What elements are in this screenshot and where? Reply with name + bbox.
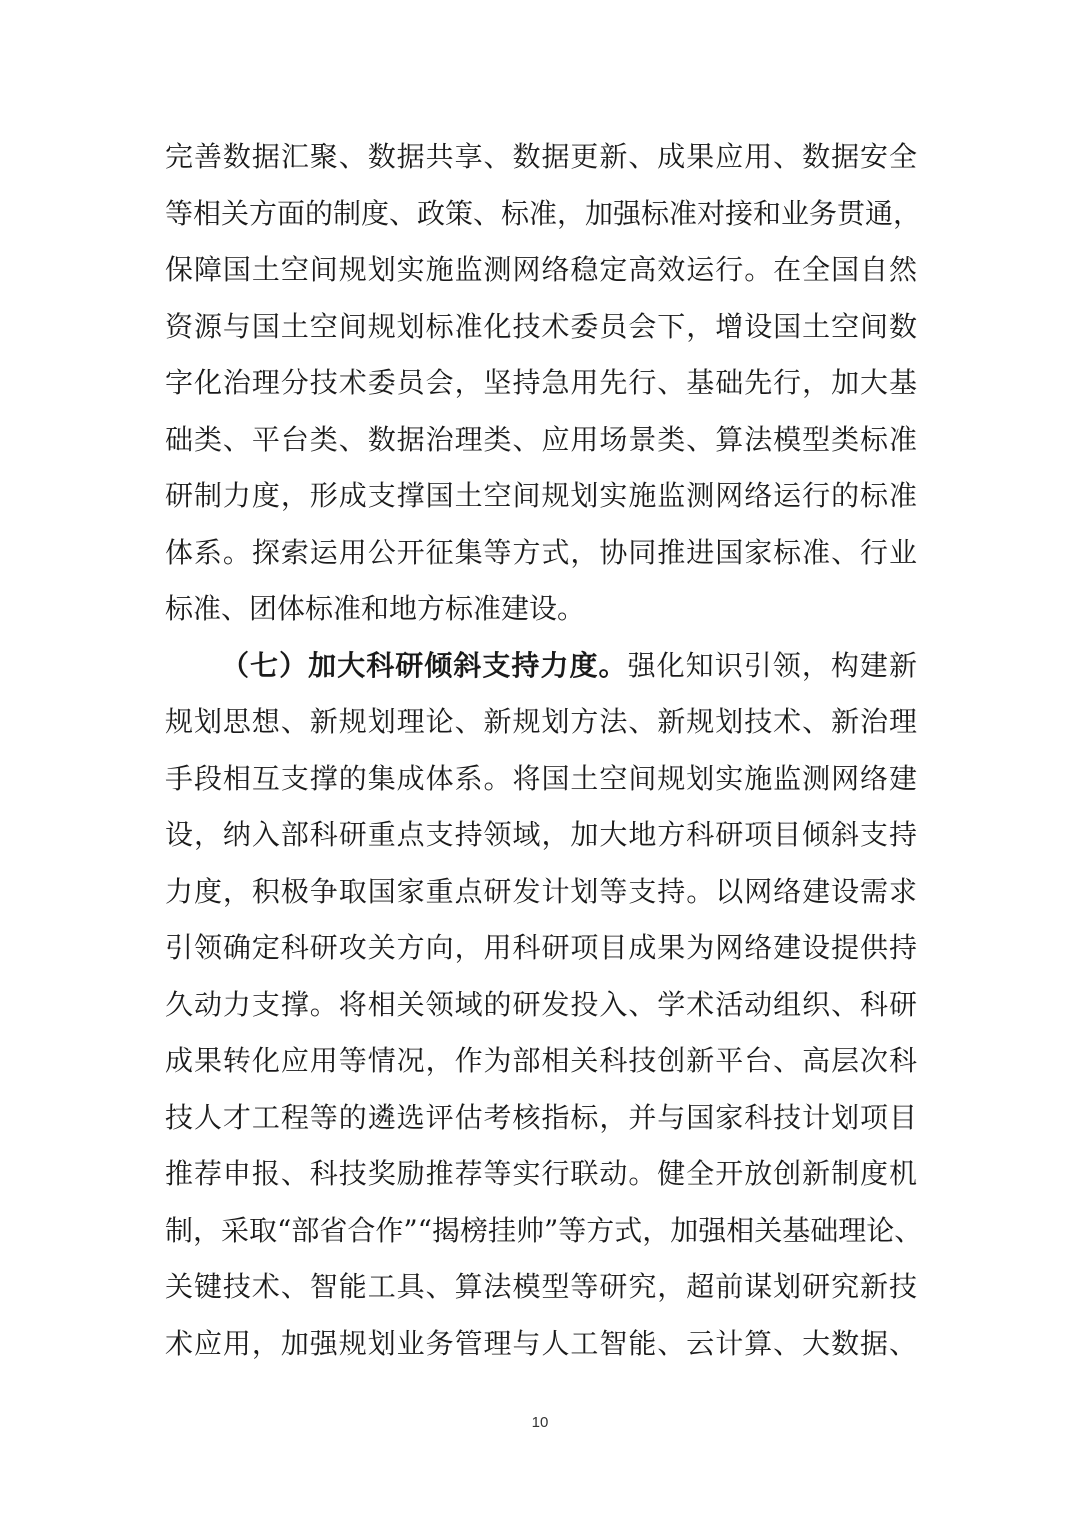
text-line: 保障国土空间规划实施监测网络稳定高效运行。在全国自然: [165, 253, 917, 286]
text-line: 设，纳入部科研重点支持领域，加大地方科研项目倾斜支持: [165, 818, 917, 851]
paragraph-2: [165, 638, 923, 1373]
text-line: 引领确定科研攻关方向，用科研项目成果为网络建设提供持: [165, 931, 917, 964]
text-line: 成果转化应用等情况，作为部相关科技创新平台、高层次科: [165, 1044, 917, 1077]
text-line: 规划思想、新规划理论、新规划方法、新规划技术、新治理: [165, 705, 917, 738]
text-line: 久动力支撑。将相关领域的研发投入、学术活动组织、科研: [165, 987, 917, 1021]
heading-line-rest: 强化知识引领，构建新: [627, 648, 917, 682]
text-line: 技人才工程等的遴选评估考核指标，并与国家科技计划项目: [165, 1100, 917, 1134]
text-line: 关键技术、智能工具、算法模型等研究，超前谋划研究新技: [165, 1270, 917, 1303]
text-line: 力度，积极争取国家重点研发计划等支持。以网络建设需求: [165, 874, 917, 908]
text-line: 研制力度，形成支撑国土空间规划实施监测网络运行的标准: [165, 479, 917, 512]
text-line: 推荐申报、科技奖励推荐等实行联动。健全开放创新制度机: [165, 1157, 917, 1190]
text-line: 字化治理分技术委员会，坚持急用先行、基础先行，加大基: [165, 366, 917, 399]
body-text: [165, 129, 923, 1372]
text-line: 标准、团体标准和地方标准建设。: [165, 592, 586, 625]
text-line: 资源与国土空间规划标准化技术委员会下，增设国土空间数: [165, 309, 917, 343]
text-line: 手段相互支撑的集成体系。将国土空间规划实施监测网络建: [165, 761, 917, 795]
text-line: 体系。探索运用公开征集等方式，协同推进国家标准、行业: [165, 535, 917, 569]
text-line: 完善数据汇聚、数据共享、数据更新、成果应用、数据安全: [165, 140, 917, 173]
text-line: 制，采取“部省合作”“揭榜挂帅”等方式，加强相关基础理论、: [165, 1213, 923, 1247]
page-number: 10: [531, 1414, 549, 1431]
text-line: 等相关方面的制度、政策、标准，加强标准对接和业务贯通，: [165, 196, 922, 230]
text-line: 础类、平台类、数据治理类、应用场景类、算法模型类标准: [165, 422, 917, 456]
text-line: 术应用，加强规划业务管理与人工智能、云计算、大数据、: [165, 1326, 917, 1360]
section-heading: （七）加大科研倾斜支持力度。: [221, 648, 628, 682]
text-line-with-heading: [165, 638, 917, 695]
paragraph-1: [165, 129, 922, 638]
